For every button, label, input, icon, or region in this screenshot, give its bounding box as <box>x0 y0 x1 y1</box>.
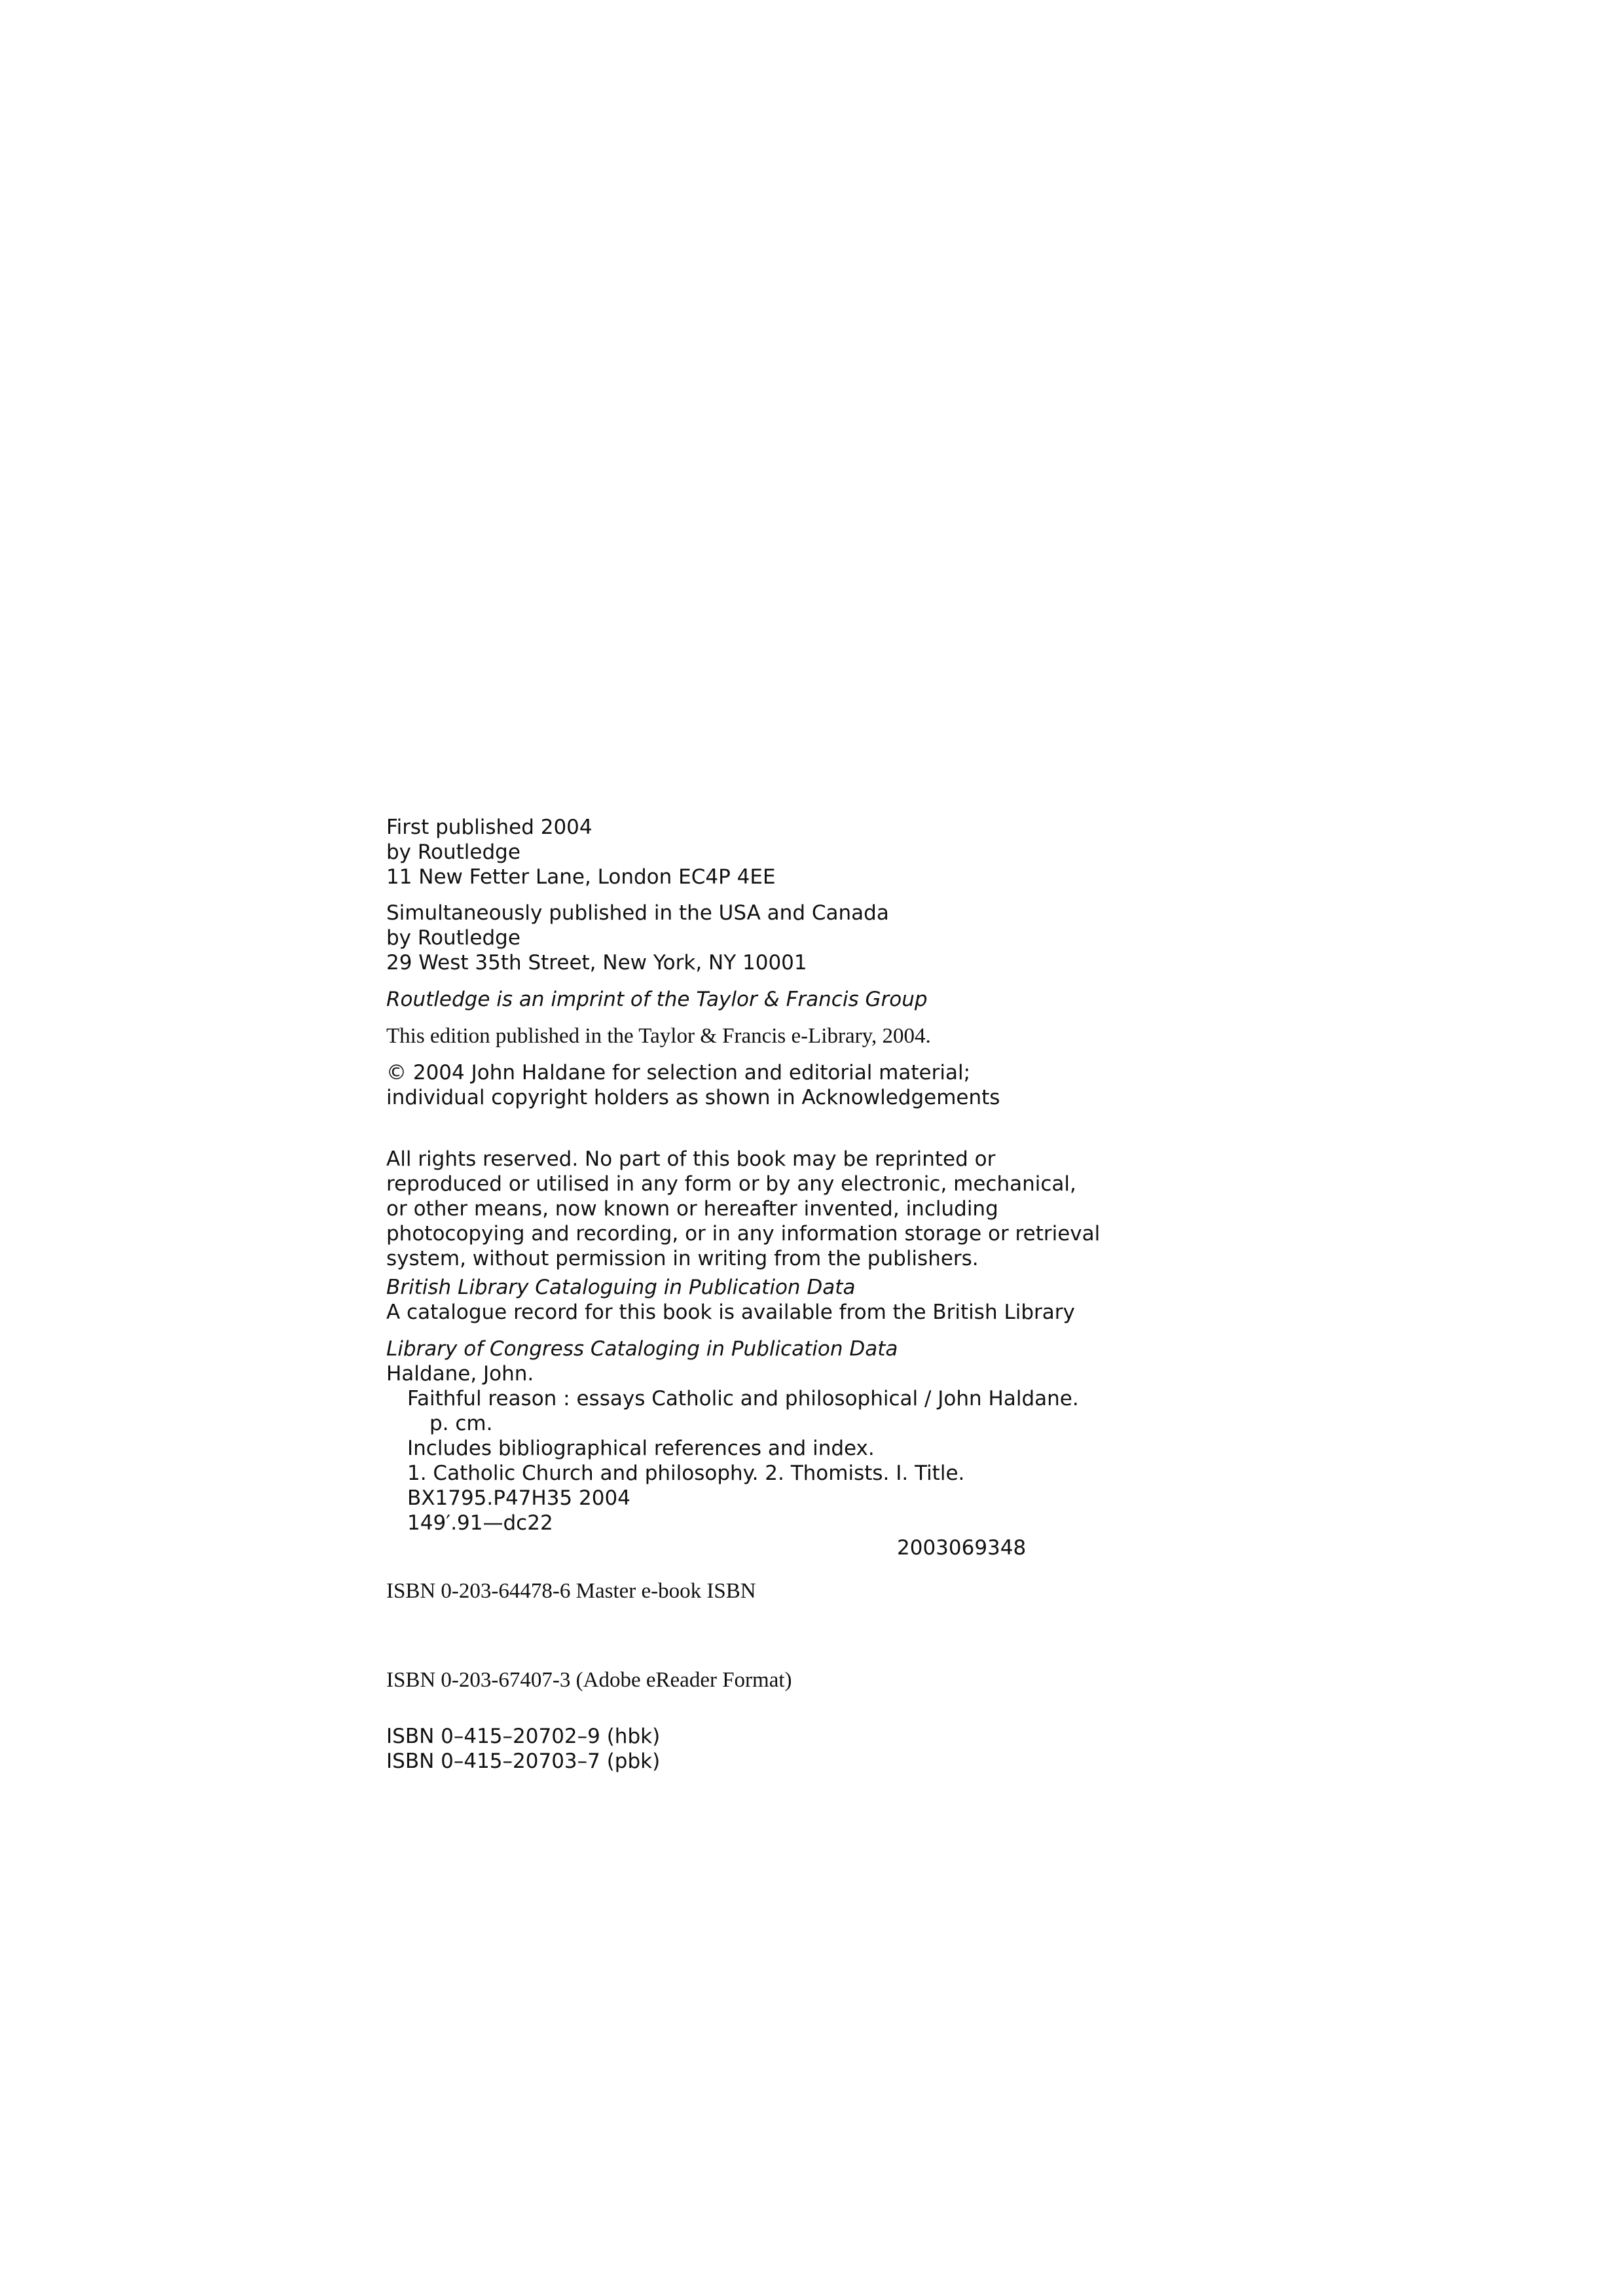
loc-pages: p. cm. <box>429 1412 493 1435</box>
isbn-print-block <box>386 1724 1106 1774</box>
loc-control-number: 2003069348 <box>897 1536 1027 1560</box>
loc-title: Faithful reason : essays Catholic and philosophical / John Haldane. <box>407 1387 1079 1410</box>
isbn-pbk: ISBN 0–415–20703–7 (pbk) <box>386 1749 661 1773</box>
rights-line-3: or other means, now known or hereafter invented, including <box>386 1197 998 1221</box>
copyright-line-1: © 2004 John Haldane for selection and editorial material; <box>386 1061 971 1085</box>
loc-author: Haldane, John. <box>386 1362 534 1386</box>
loc-notes: Includes bibliographical references and index. <box>407 1437 875 1460</box>
isbn-master: ISBN 0-203-64478-6 Master e-book ISBN <box>386 1579 756 1603</box>
usa-canada-block <box>386 901 1106 975</box>
isbn-adobe: ISBN 0-203-67407-3 (Adobe eReader Format) <box>386 1668 792 1692</box>
rights-line-5: system, without permission in writing from the publishers. <box>386 1247 979 1270</box>
publisher-line: by Routledge <box>386 840 520 864</box>
rights-line-4: photocopying and recording, or in any information storage or retrieval <box>386 1222 1101 1246</box>
publisher-address-line: 11 New Fetter Lane, London EC4P 4EE <box>386 865 776 889</box>
british-library-text: A catalogue record for this book is available from the British Library <box>386 1300 1075 1324</box>
isbn-hbk: ISBN 0–415–20702–9 (hbk) <box>386 1725 661 1748</box>
rights-line-1: All rights reserved. No part of this book may be reprinted or <box>386 1147 996 1171</box>
copyright-line-2: individual copyright holders as shown in Acknowledgements <box>386 1086 1000 1109</box>
loc-classification: 149′.91—dc22 <box>407 1511 553 1535</box>
usa-address-line: 29 West 35th Street, New York, NY 10001 <box>386 951 807 975</box>
british-library-heading: British Library Cataloguing in Publication Data <box>386 1276 856 1299</box>
loc-subjects: 1. Catholic Church and philosophy. 2. Thomists. I. Title. <box>407 1462 965 1485</box>
rights-block <box>386 1147 1106 1271</box>
usa-publisher-line: by Routledge <box>386 926 520 950</box>
loc-heading: Library of Congress Cataloging in Publication Data <box>386 1337 898 1361</box>
rights-line-2: reproduced or utilised in any form or by any electronic, mechanical, <box>386 1172 1076 1196</box>
imprint-line: Routledge is an imprint of the Taylor & Francis Group <box>386 988 928 1011</box>
library-of-congress-block <box>386 1336 1106 1535</box>
copyright-block <box>386 1060 1106 1110</box>
british-library-block <box>386 1275 1106 1325</box>
ebook-edition-line: This edition published in the Taylor & Francis e-Library, 2004. <box>386 1024 931 1048</box>
loc-call-number: BX1795.P47H35 2004 <box>407 1486 630 1510</box>
usa-canada-line: Simultaneously published in the USA and Canada <box>386 901 889 925</box>
first-published-line: First published 2004 <box>386 816 593 839</box>
first-published-block <box>386 815 1106 889</box>
